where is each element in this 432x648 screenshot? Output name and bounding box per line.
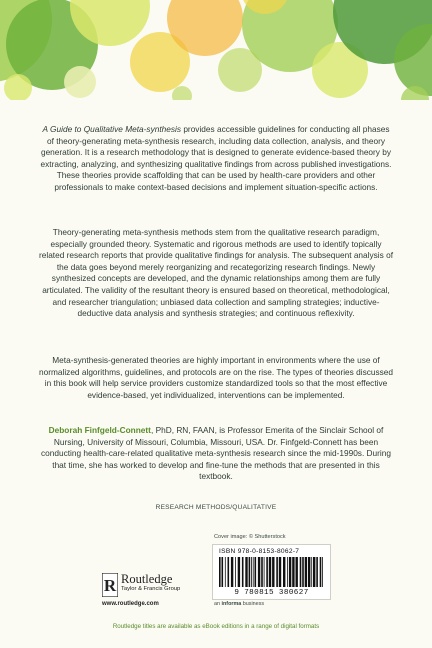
author-name: Deborah Finfgeld-Connett	[48, 425, 151, 435]
blurb-paragraph-3: Meta-synthesis-generated theories are highly important in environments where the use of normalized algorithms, guidelines, and protocols are on the rise. The types of theories discussed in this book will help service providers customize standardized tools so that the most effective evidence-based, yet individualized, interventions can be implemented.	[38, 355, 394, 400]
barcode-bar	[313, 557, 315, 587]
publisher-url: www.routledge.com	[102, 601, 159, 607]
cover-image-credit: Cover image: © Shutterstock	[214, 534, 286, 540]
barcode-bar	[255, 557, 257, 587]
publisher-group: Taylor & Francis Group	[121, 586, 181, 592]
decorative-circle	[172, 86, 192, 100]
barcode-bar	[264, 557, 265, 587]
barcode-bar	[276, 557, 278, 587]
barcode-bar	[222, 557, 224, 587]
barcode-bar	[320, 557, 322, 587]
informa-business-note	[214, 601, 264, 607]
isbn-barcode-box	[212, 544, 331, 600]
barcode-bar	[322, 557, 323, 587]
barcode-bar	[242, 557, 244, 587]
blurb-paragraph-1-text: provides accessible guidelines for conducting all phases of theory-generating meta-synthesis research, including data collection, analysis, and theory generation. It is a research methodology that is designed to generate evidence-based theory by extracting, analyzing, and synthesizing qualitative findings from across published investigations. These theories provide scaffolding that can be used by health-care providers and other professionals to make context-based decisions and implement situation-specific actions.	[40, 124, 392, 192]
barcode-bar	[300, 557, 302, 587]
barcode-bar	[238, 557, 240, 587]
informa-brand: informa	[221, 601, 242, 607]
barcode-bar	[269, 557, 271, 587]
svg-text:R: R	[103, 576, 117, 595]
informa-suffix: business	[241, 601, 265, 607]
decorative-circles-banner	[0, 0, 432, 100]
publisher-name: Routledge	[121, 572, 173, 586]
barcode-digits: 9 780815 380627	[234, 589, 309, 597]
informa-prefix: an	[214, 601, 222, 607]
barcode-bar	[305, 557, 307, 587]
barcode-bar	[316, 557, 318, 587]
barcode-bar	[235, 557, 236, 587]
barcode-bar	[261, 557, 263, 587]
barcode-bar	[302, 557, 304, 587]
blurb-paragraph-2: Theory-generating meta-synthesis methods stem from the qualitative research paradigm, especially grounded theory. Systematic and rigorous methods are used to identify topically related research reports that provide qualitative findings for analysis. The subsequent analysis of the data goes beyond merely reorganizing and recategorizing research findings. Newly synthesized concepts are developed, and the dynamic relationships among them are fully articulated. The validity of the resultant theory is ensured based on theoretical, methodological, and researcher triangulation; unbiased data collection and sampling strategies; inductive-deductive data analysis and synthesis strategies; and continuous reflexivity.	[38, 227, 394, 319]
barcode-bar	[231, 557, 233, 587]
barcode-bar	[228, 557, 230, 587]
barcode-bar	[251, 557, 252, 587]
barcode-bar	[225, 557, 226, 587]
barcode-bar	[296, 557, 298, 587]
isbn-text: ISBN 978-0-8153-8062-7	[219, 548, 300, 555]
subject-category: RESEARCH METHODS/QUALITATIVE	[155, 504, 277, 511]
barcode-bar	[249, 557, 251, 587]
ebook-availability-note: Routledge titles are available as eBook editions in a range of digital formats	[112, 623, 320, 630]
barcode-bar	[258, 557, 260, 587]
barcode-bar	[272, 557, 274, 587]
barcode-bar	[266, 557, 268, 587]
barcode-icon	[219, 557, 324, 589]
barcode-bar	[283, 557, 285, 587]
barcode-bar	[279, 557, 281, 587]
barcode-bar	[292, 557, 294, 587]
publisher-logo	[102, 572, 212, 612]
routledge-logo-icon	[102, 573, 118, 597]
barcode-bar	[308, 557, 310, 587]
barcode-bar	[287, 557, 288, 587]
barcode-bar	[253, 557, 254, 587]
barcode-bar	[219, 557, 221, 587]
author-bio	[38, 425, 394, 483]
decorative-circle	[64, 66, 96, 98]
book-title: A Guide to Qualitative Meta-synthesis	[42, 124, 182, 134]
barcode-bar	[289, 557, 291, 587]
author-bio-text: , PhD, RN, FAAN, is Professor Emerita of the Sinclair School of Nursing, University of Missouri, Columbia, Missouri, USA. Dr. Finfgeld-Connett has been conducting health-care-related qualitative meta-synthesis research since the mid-1990s. During that time, she has worked to develop and fine-tune the methods that are presented in this textbook.	[40, 425, 392, 482]
barcode-bar	[311, 557, 312, 587]
barcode-bar	[245, 557, 247, 587]
blurb-paragraph-1	[38, 124, 394, 194]
